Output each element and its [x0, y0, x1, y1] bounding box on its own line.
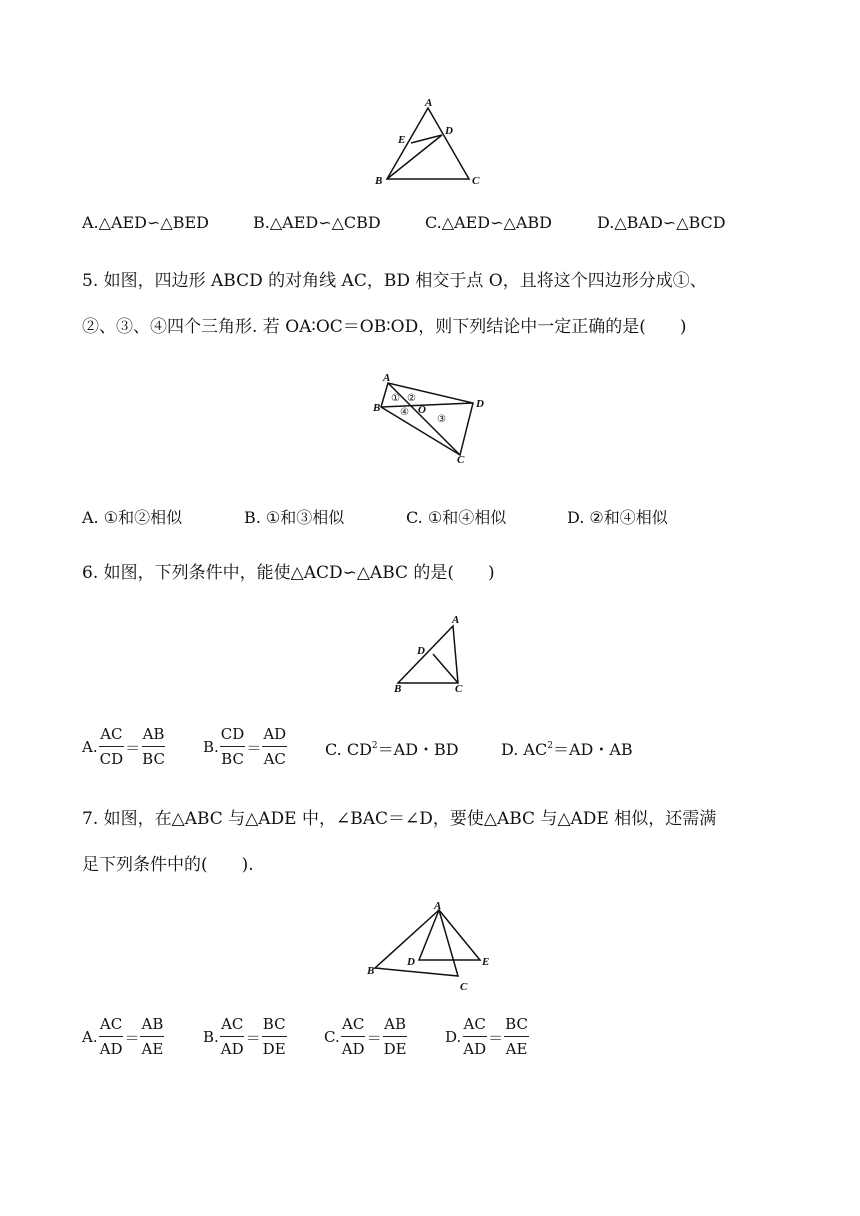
q6-label-b: B — [394, 683, 402, 695]
q5-region-4: ④ — [400, 407, 409, 418]
q5-stem-line1: 5. 如图，四边形 ABCD 的对角线 AC，BD 相交于点 O，且将这个四边形分成①、 — [82, 271, 707, 291]
q5-label-b: B — [373, 402, 381, 414]
q5-option-d[interactable]: D. ②和④相似 — [567, 508, 668, 527]
q7-option-c-label: C. — [324, 1028, 340, 1046]
q7-option-d-eq: ＝ — [488, 1028, 504, 1047]
q6-option-a[interactable] — [82, 727, 166, 767]
q6-triangle-figure — [385, 608, 475, 698]
q7-triangles-figure — [362, 898, 502, 998]
q7-option-a-eq: ＝ — [124, 1028, 140, 1047]
q4-label-b: B — [375, 175, 383, 187]
q4-label-a: A — [425, 97, 433, 109]
q7-option-a-frac2: $\frac{AB}{AE}$ — [141, 1015, 164, 1058]
q5-region-3: ③ — [437, 414, 446, 425]
q5-label-o: O — [418, 404, 426, 416]
q7-stem-line1: 7. 如图，在△ABC 与△ADE 中，∠BAC＝∠D，要使△ABC 与△ADE 相似，还需满 — [82, 809, 717, 829]
q6-label-a: A — [452, 614, 460, 626]
q6-label-c: C — [455, 683, 463, 695]
q4-option-c[interactable]: C.△AED∽△ABD — [425, 213, 552, 232]
q5-label-c: C — [457, 454, 465, 465]
q4-option-a[interactable]: A.△AED∽△BED — [82, 213, 209, 232]
q5-region-1: ① — [391, 393, 400, 404]
q4-label-e: E — [398, 134, 406, 146]
q7-label-b: B — [367, 965, 375, 977]
q6-option-b[interactable] — [203, 727, 287, 767]
q7-option-d-label: D. — [445, 1028, 462, 1046]
q6-option-a-frac1: $\frac{AC}{CD}$ — [99, 725, 124, 768]
q7-stem-line2: 足下列条件中的( ). — [82, 855, 254, 875]
q6-option-a-label: A. — [82, 738, 98, 756]
q4-label-c: C — [472, 175, 480, 187]
q6-option-a-eq: ＝ — [125, 738, 141, 757]
q7-option-a[interactable] — [82, 1017, 164, 1057]
q7-option-c-eq: ＝ — [366, 1028, 382, 1047]
q7-label-c: C — [460, 981, 468, 993]
q7-option-b-eq: ＝ — [245, 1028, 261, 1047]
q7-option-b-label: B. — [203, 1028, 219, 1046]
q6-option-a-frac2: $\frac{AB}{BC}$ — [142, 725, 165, 768]
q7-label-d: D — [407, 956, 415, 968]
q7-label-a: A — [434, 900, 442, 912]
q6-option-c[interactable]: C. $CD^2=AD$・BD — [325, 740, 459, 759]
q5-quadrilateral-figure — [370, 370, 495, 465]
q6-option-b-frac2: $\frac{AD}{AC}$ — [263, 725, 287, 768]
q6-stem-line1: 6. 如图，下列条件中，能使△ACD∽△ABC 的是( ) — [82, 563, 495, 583]
q6-option-b-label: B. — [203, 738, 219, 756]
q7-option-a-label: A. — [82, 1028, 98, 1046]
q7-option-b[interactable] — [203, 1017, 287, 1057]
q5-stem-line2: ②、③、④四个三角形. 若 OA∶OC＝OB∶OD，则下列结论中一定正确的是( ) — [82, 317, 687, 337]
q4-option-b[interactable]: B.△AED∽△CBD — [253, 213, 381, 232]
q7-option-d[interactable] — [445, 1017, 529, 1057]
q6-label-d: D — [417, 645, 425, 657]
q7-option-b-frac2: $\frac{BC}{DE}$ — [262, 1015, 286, 1058]
q6-option-b-frac1: $\frac{CD}{BC}$ — [220, 725, 245, 768]
q7-option-d-frac1: $\frac{AC}{AD}$ — [463, 1015, 487, 1058]
q6-option-d[interactable]: D. $AC^2=AD$・AB — [501, 740, 633, 759]
q7-option-b-frac1: $\frac{AC}{AD}$ — [220, 1015, 244, 1058]
q4-label-d: D — [445, 125, 453, 137]
q7-option-a-frac1: $\frac{AC}{AD}$ — [99, 1015, 123, 1058]
q4-option-d[interactable]: D.△BAD∽△BCD — [597, 213, 726, 232]
q6-option-b-eq: ＝ — [246, 738, 262, 757]
q7-label-e: E — [482, 956, 490, 968]
q5-region-2: ② — [407, 393, 416, 404]
q7-option-d-frac2: $\frac{BC}{AE}$ — [505, 1015, 528, 1058]
q5-label-a: A — [383, 372, 391, 384]
q7-option-c-frac2: $\frac{AB}{DE}$ — [383, 1015, 407, 1058]
q7-option-c-frac1: $\frac{AC}{AD}$ — [341, 1015, 365, 1058]
q5-option-b[interactable]: B. ①和③相似 — [244, 508, 345, 527]
q5-option-a[interactable]: A. ①和②相似 — [82, 508, 183, 527]
q5-label-d: D — [476, 398, 484, 410]
q4-triangle-figure — [370, 95, 490, 190]
q5-option-c[interactable]: C. ①和④相似 — [406, 508, 507, 527]
q7-option-c[interactable] — [324, 1017, 408, 1057]
